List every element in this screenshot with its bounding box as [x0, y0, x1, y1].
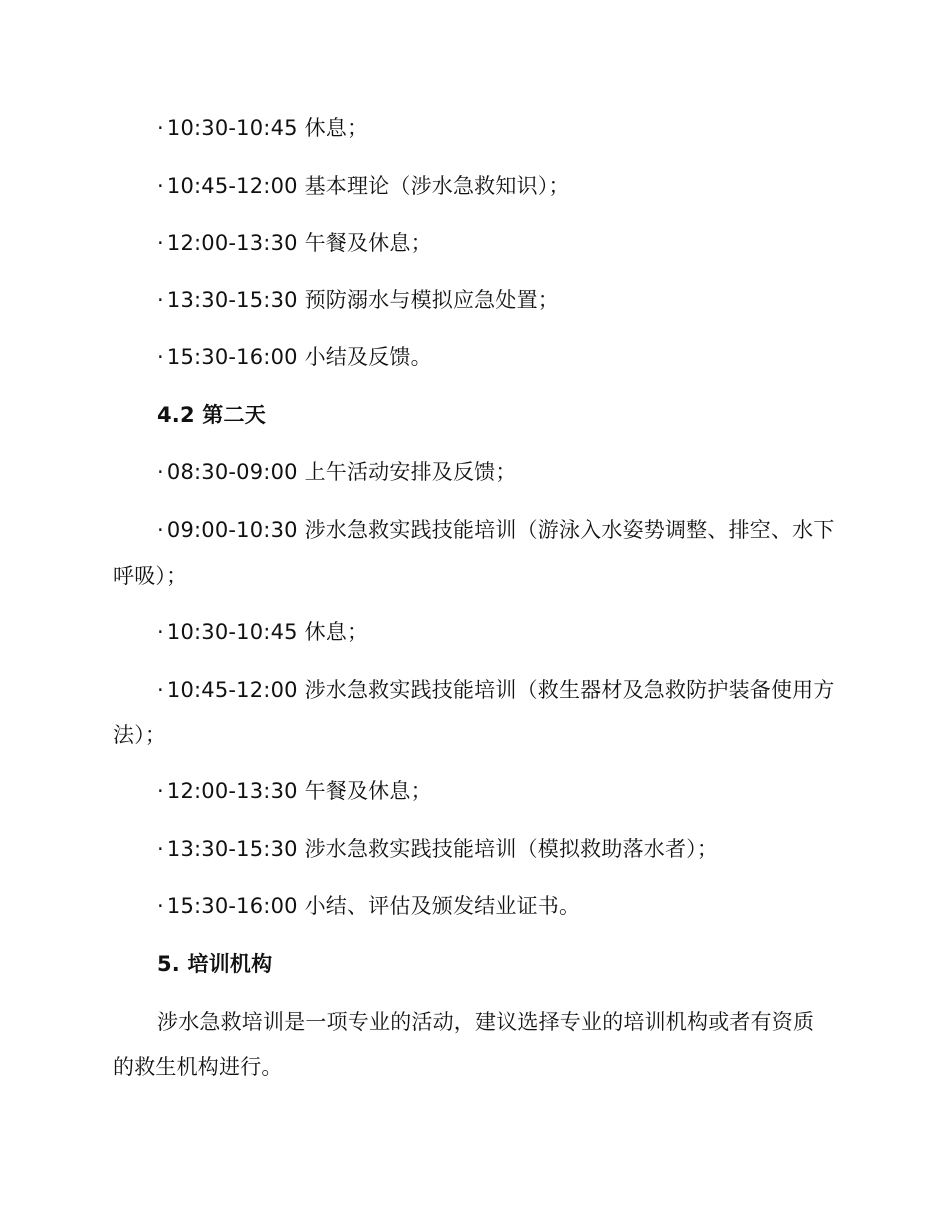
list-item-text: 12:00-13:30 午餐及休息；	[166, 231, 432, 255]
bullet: ·	[157, 678, 164, 702]
list-item-text: 08:30-09:00 上午活动安排及反馈；	[166, 460, 517, 484]
bullet: ·	[157, 518, 164, 542]
list-item-text: 15:30-16:00 小结及反馈。	[166, 345, 432, 369]
bullet: ·	[157, 174, 164, 198]
list-item-text: 10:45-12:00 基本理论（涉水急救知识）；	[166, 174, 570, 198]
section-heading-4-2: 4.2 第二天	[157, 403, 266, 427]
bullet: ·	[157, 894, 164, 918]
list-item-text: 10:45-12:00 涉水急救实践技能培训（救生器材及急救防护装备使用方	[166, 678, 835, 702]
list-item-text: 09:00-10:30 涉水急救实践技能培训（游泳入水姿势调整、排空、水下	[166, 518, 835, 542]
list-item-text: 15:30-16:00 小结、评估及颁发结业证书。	[166, 894, 581, 918]
list-item	[157, 286, 559, 314]
list-item	[157, 777, 432, 805]
bullet: ·	[157, 460, 164, 484]
bullet: ·	[157, 288, 164, 312]
list-item	[157, 172, 570, 200]
section-heading-5: 5. 培训机构	[157, 952, 273, 976]
list-item-continuation: 呼吸）；	[113, 564, 188, 588]
list-item-text: 13:30-15:30 涉水急救实践技能培训（模拟救助落水者）；	[166, 837, 719, 861]
list-item-text: 10:30-10:45 休息；	[166, 620, 369, 644]
bullet: ·	[157, 231, 164, 255]
bullet: ·	[157, 779, 164, 803]
list-item-continuation: 法）；	[113, 723, 167, 747]
list-item	[157, 343, 432, 371]
list-item	[157, 835, 718, 863]
list-item-text: 10:30-10:45 休息；	[166, 116, 369, 140]
list-item-text: 12:00-13:30 午餐及休息；	[166, 779, 432, 803]
list-item	[157, 676, 835, 704]
list-item	[157, 892, 580, 920]
list-item	[157, 229, 432, 257]
list-item	[157, 516, 835, 544]
bullet: ·	[157, 345, 164, 369]
list-item	[157, 458, 517, 486]
bullet: ·	[157, 620, 164, 644]
bullet: ·	[157, 116, 164, 140]
list-item-text: 13:30-15:30 预防溺水与模拟应急处置；	[166, 288, 559, 312]
paragraph-line: 涉水急救培训是一项专业的活动，建议选择专业的培训机构或者有资质	[157, 1010, 815, 1034]
paragraph-line: 的救生机构进行。	[113, 1055, 283, 1079]
list-item	[157, 618, 368, 646]
list-item	[157, 114, 368, 142]
bullet: ·	[157, 837, 164, 861]
